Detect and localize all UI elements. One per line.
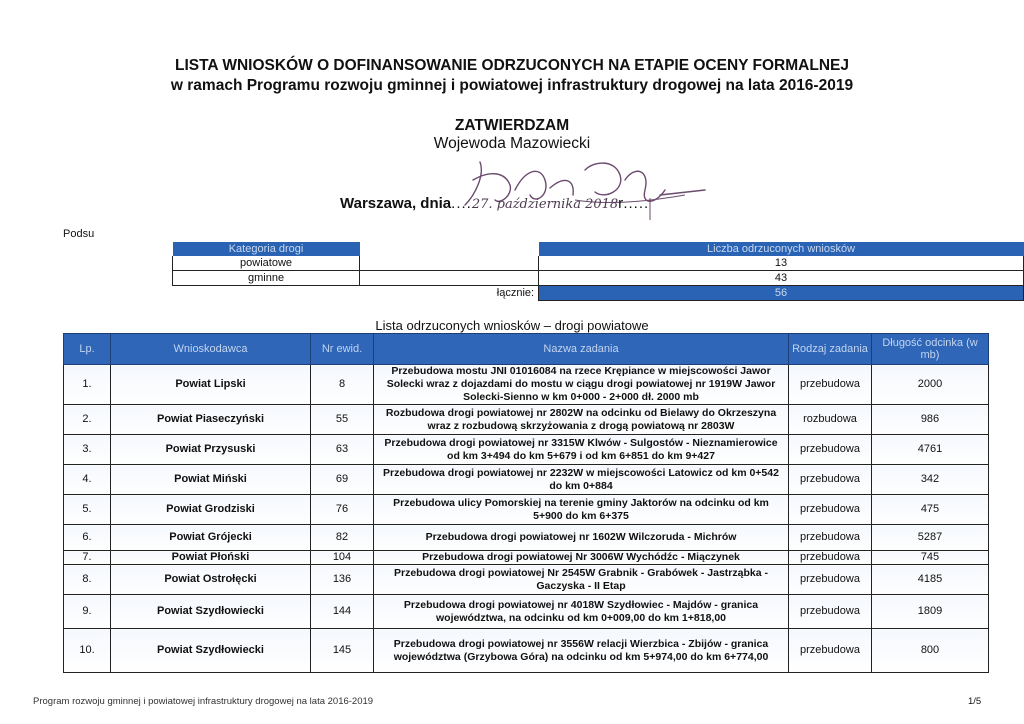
header-applicant: Wnioskodawca [111, 334, 311, 365]
cell-length: 2000 [872, 365, 989, 405]
cell-type: przebudowa [789, 525, 872, 551]
cell-applicant: Powiat Płoński [111, 551, 311, 565]
table-row [64, 365, 989, 405]
header-task: Nazwa zadania [374, 334, 789, 365]
cell-applicant: Powiat Miński [111, 465, 311, 495]
document-subtitle: w ramach Programu rozwoju gminnej i powiatowej infrastruktury drogowej na lata 2016-2019 [170, 77, 854, 94]
cell-type: przebudowa [789, 365, 872, 405]
table-row [64, 525, 989, 551]
summary-row [173, 256, 1024, 271]
cell-lp: 9. [64, 595, 111, 629]
cell-length: 342 [872, 465, 989, 495]
cell-applicant: Powiat Grodziski [111, 495, 311, 525]
table-row [64, 629, 989, 673]
cell-applicant: Powiat Ostrołęcki [111, 565, 311, 595]
rejected-applications-table [63, 333, 989, 673]
cell-applicant: Powiat Szydłowiecki [111, 629, 311, 673]
summary-table [172, 242, 1024, 301]
document-title: LISTA WNIOSKÓW O DOFINANSOWANIE ODRZUCONYCH NA ETAPIE OCENY FORMALNEJ [175, 57, 849, 74]
approval-heading: ZATWIERDZAM [454, 117, 570, 134]
summary-category: powiatowe [173, 256, 360, 271]
cell-applicant: Powiat Szydłowiecki [111, 595, 311, 629]
table-row [64, 405, 989, 435]
table-row [64, 595, 989, 629]
cell-nr: 104 [311, 551, 374, 565]
city-label: Warszawa, dnia [340, 195, 452, 212]
table-row [64, 465, 989, 495]
cell-nr: 145 [311, 629, 374, 673]
cell-lp: 10. [64, 629, 111, 673]
cell-applicant: Powiat Grójecki [111, 525, 311, 551]
cell-length: 1809 [872, 595, 989, 629]
cell-task: Rozbudowa drogi powiatowej nr 2802W na odcinku od Bielawy do Okrzeszyna wraz z rozbudową skrzyżowania z drogą powiatową nr 2803W [374, 405, 789, 435]
handwritten-date: 27. października 2018 [471, 197, 619, 212]
voivode-label: Wojewoda Mazowiecki [433, 135, 591, 152]
header-nr: Nr ewid. [311, 334, 374, 365]
cell-length: 986 [872, 405, 989, 435]
cell-task: Przebudowa drogi powiatowej nr 1602W Wilczoruda - Michrów [374, 525, 789, 551]
header-length: Długość odcinka (w mb) [872, 334, 989, 365]
cell-lp: 4. [64, 465, 111, 495]
cell-task: Przebudowa drogi powiatowej Nr 3006W Wychódźc - Miączynek [374, 551, 789, 565]
table-row [64, 551, 989, 565]
cell-task: Przebudowa drogi powiatowej nr 2232W w miejscowości Latowicz od km 0+542 do km 0+884 [374, 465, 789, 495]
cell-nr: 55 [311, 405, 374, 435]
cell-task: Przebudowa drogi powiatowej Nr 2545W Grabnik - Grabówek - Jastrząbka - Gaczyska - II Etap [374, 565, 789, 595]
table-row [64, 435, 989, 465]
dots-after: r..... [618, 195, 650, 212]
cell-applicant: Powiat Przysuski [111, 435, 311, 465]
cell-type: przebudowa [789, 435, 872, 465]
summary-total-label: łącznie: [496, 287, 535, 300]
cell-length: 800 [872, 629, 989, 673]
cell-lp: 7. [64, 551, 111, 565]
cell-type: przebudowa [789, 595, 872, 629]
cell-task: Przebudowa drogi powiatowej nr 3315W Klwów - Sulgostów - Nieznamierowice od km 3+494 do km 5+679 i od km 6+851 do km 9+427 [374, 435, 789, 465]
cell-lp: 5. [64, 495, 111, 525]
table-row [64, 495, 989, 525]
cell-nr: 136 [311, 565, 374, 595]
summary-header-category: Kategoria drogi [173, 242, 360, 256]
summary-total-count: 56 [539, 286, 1024, 301]
cell-task: Przebudowa mostu JNI 01016084 na rzece Krępiance w miejscowości Jawor Solecki wraz z dojazdami do mostu w ciągu drogi powiatowej nr 1919W Jawor Solecki-Sienno w km 0+000 - 2+000 dł. 2000 mb [374, 365, 789, 405]
cell-type: rozbudowa [789, 405, 872, 435]
cell-length: 4761 [872, 435, 989, 465]
cell-applicant: Powiat Piaseczyński [111, 405, 311, 435]
dots-before: .... [451, 195, 472, 212]
cell-type: przebudowa [789, 629, 872, 673]
cell-lp: 8. [64, 565, 111, 595]
header-type: Rodzaj zadania [789, 334, 872, 365]
cell-task: Przebudowa drogi powiatowej nr 3556W relacji Wierzbica - Zbijów - granica województwa (Grzybowa Góra) na odcinku od km 5+974,00 do km 6+774,00 [374, 629, 789, 673]
cell-type: przebudowa [789, 551, 872, 565]
summary-row [173, 271, 1024, 286]
summary-header-count: Liczba odrzuconych wniosków [539, 242, 1024, 256]
cell-task: Przebudowa ulicy Pomorskiej na terenie gminy Jaktorów na odcinku od km 5+900 do km 6+375 [374, 495, 789, 525]
cell-lp: 1. [64, 365, 111, 405]
cell-length: 475 [872, 495, 989, 525]
summary-label: Podsu [63, 228, 95, 240]
cell-applicant: Powiat Lipski [111, 365, 311, 405]
city-date-line [340, 195, 649, 212]
table-header-row [64, 334, 989, 365]
footer-program: Program rozwoju gminnej i powiatowej infrastruktury drogowej na lata 2016-2019 [33, 696, 374, 707]
cell-length: 745 [872, 551, 989, 565]
cell-lp: 6. [64, 525, 111, 551]
cell-task: Przebudowa drogi powiatowej nr 4018W Szydłowiec - Majdów - granica województwa, na odcinku od km 0+009,00 do km 1+818,00 [374, 595, 789, 629]
cell-type: przebudowa [789, 565, 872, 595]
cell-nr: 144 [311, 595, 374, 629]
page-number: 1/5 [968, 696, 982, 707]
summary-header-row [173, 242, 1024, 256]
cell-lp: 3. [64, 435, 111, 465]
cell-nr: 63 [311, 435, 374, 465]
cell-type: przebudowa [789, 495, 872, 525]
cell-nr: 82 [311, 525, 374, 551]
table-row [64, 565, 989, 595]
summary-total-row [173, 286, 1024, 301]
header-lp: Lp. [64, 334, 111, 365]
summary-category: gminne [173, 271, 360, 286]
summary-count: 13 [539, 256, 1024, 271]
cell-length: 5287 [872, 525, 989, 551]
cell-length: 4185 [872, 565, 989, 595]
table-subtitle: Lista odrzuconych wniosków – drogi powiatowe [375, 318, 649, 333]
summary-count: 43 [539, 271, 1024, 286]
cell-nr: 69 [311, 465, 374, 495]
cell-nr: 76 [311, 495, 374, 525]
cell-type: przebudowa [789, 465, 872, 495]
cell-nr: 8 [311, 365, 374, 405]
cell-lp: 2. [64, 405, 111, 435]
